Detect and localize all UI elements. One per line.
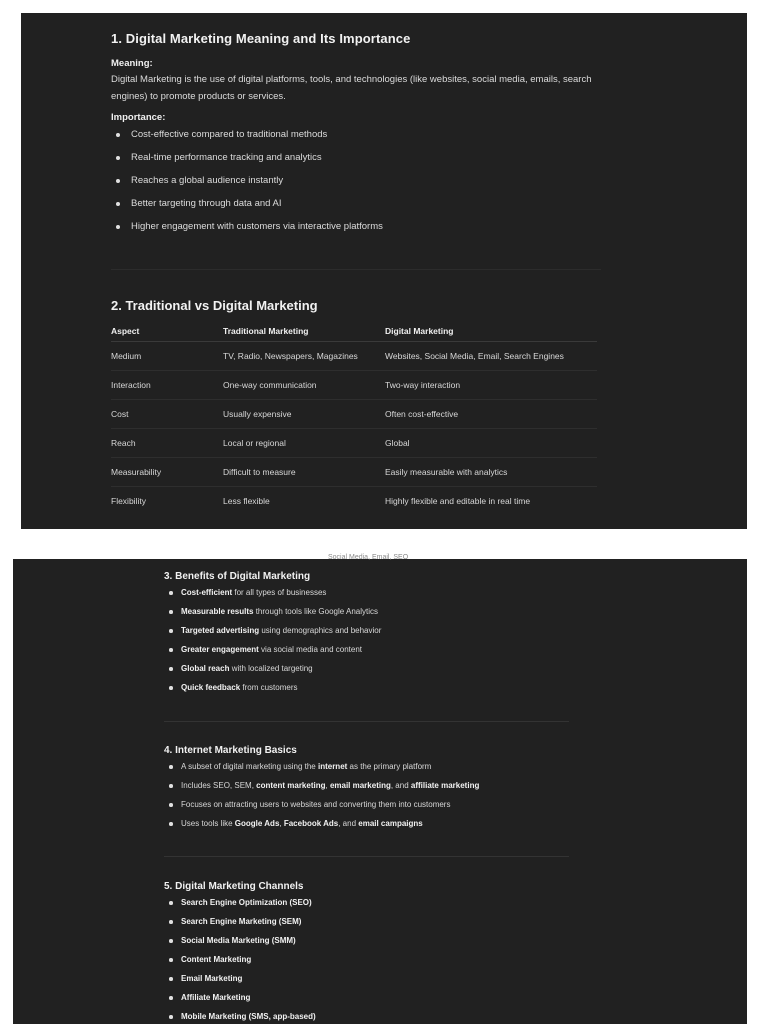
channels-list (164, 897, 569, 1030)
list-item: Mobile Marketing (SMS, app-based) (164, 1011, 569, 1030)
section-meaning-importance (111, 31, 601, 242)
table-cell: One-way communication (223, 371, 385, 400)
table-row (111, 342, 597, 371)
section-4-title: 4. Internet Marketing Basics (164, 745, 297, 756)
table-cell: Local or regional (223, 429, 385, 458)
list-item: Uses tools like Google Ads, Facebook Ads, and email campaigns (164, 818, 569, 837)
table-cell: Flexibility (111, 496, 146, 506)
page-two (13, 554, 747, 1024)
list-item: Real-time performance tracking and analytics (111, 150, 601, 173)
table-cell: Usually expensive (223, 400, 385, 429)
divider (164, 721, 569, 722)
table-cell: Measurability (111, 458, 223, 487)
list-item: Measurable results through tools like Google Analytics (164, 606, 569, 625)
list-item: Search Engine Marketing (SEM) (164, 916, 569, 935)
list-item: Search Engine Optimization (SEO) (164, 897, 569, 916)
table-cell: Highly flexible and editable in real time (385, 496, 531, 506)
benefits-list (164, 587, 569, 701)
table-cell: TV, Radio, Newspapers, Magazines (223, 342, 385, 371)
list-item: Reaches a global audience instantly (111, 173, 601, 196)
list-item: Includes SEO, SEM, content marketing, email marketing, and affiliate marketing (164, 780, 569, 799)
list-item: Quick feedback from customers (164, 682, 569, 701)
divider (164, 856, 569, 857)
table-cell: Difficult to measure (223, 458, 385, 487)
column-header: Digital Marketing (385, 321, 597, 342)
internet-marketing-list (164, 761, 569, 837)
table-cell: Often cost-effective (385, 400, 597, 429)
section-channels (164, 881, 569, 1030)
table-cell: Two-way interaction (385, 371, 597, 400)
list-item: Content Marketing (164, 954, 569, 973)
column-header: Aspect (111, 321, 223, 342)
section-5-title: 5. Digital Marketing Channels (164, 881, 304, 892)
table-cell: Cost (111, 400, 223, 429)
list-item: Higher engagement with customers via interactive platforms (111, 219, 601, 242)
cut-off-text: Social Media, Email, SEO (328, 554, 409, 561)
table-cell: Global (385, 429, 597, 458)
page-one (21, 13, 747, 529)
table-row (111, 429, 597, 458)
table-cell: Reach (111, 429, 223, 458)
meaning-label: Meaning: (111, 58, 153, 69)
list-item: Better targeting through data and AI (111, 196, 601, 219)
table-cell: Interaction (111, 371, 223, 400)
section-internet-marketing (164, 745, 569, 837)
section-1-title: 1. Digital Marketing Meaning and Its Importance (111, 31, 411, 46)
table-row (111, 400, 597, 429)
list-item: Greater engagement via social media and content (164, 644, 569, 663)
list-item: Global reach with localized targeting (164, 663, 569, 682)
table-header-row (111, 321, 597, 342)
section-3-title: 3. Benefits of Digital Marketing (164, 571, 311, 582)
table-cell: Medium (111, 342, 223, 371)
section-benefits (164, 571, 569, 701)
list-item: Email Marketing (164, 973, 569, 992)
meaning-text: Digital Marketing is the use of digital platforms, tools, and technologies (like websites, social media, emails, search engines) to promote products or services. (111, 74, 592, 102)
list-item: Social Media Marketing (SMM) (164, 935, 569, 954)
section-2-title: 2. Traditional vs Digital Marketing (111, 298, 318, 313)
list-item: Targeted advertising using demographics and behavior (164, 625, 569, 644)
list-item: Affiliate Marketing (164, 992, 569, 1011)
comparison-table (111, 321, 597, 515)
table-cell: Easily measurable with analytics (385, 458, 597, 487)
list-item: Focuses on attracting users to websites and converting them into customers (164, 799, 569, 818)
importance-list (111, 127, 601, 242)
list-item: Cost-effective compared to traditional methods (111, 127, 601, 150)
table-row (111, 371, 597, 400)
table-cell: Websites, Social Media, Email, Search Engines (385, 342, 597, 371)
column-header: Traditional Marketing (223, 321, 385, 342)
table-row (111, 458, 597, 487)
table-row (111, 487, 597, 516)
list-item: Cost-efficient for all types of businesses (164, 587, 569, 606)
table-cell: Less flexible (223, 496, 270, 506)
list-item: A subset of digital marketing using the internet as the primary platform (164, 761, 569, 780)
importance-label: Importance: (111, 112, 166, 123)
divider (111, 269, 601, 270)
